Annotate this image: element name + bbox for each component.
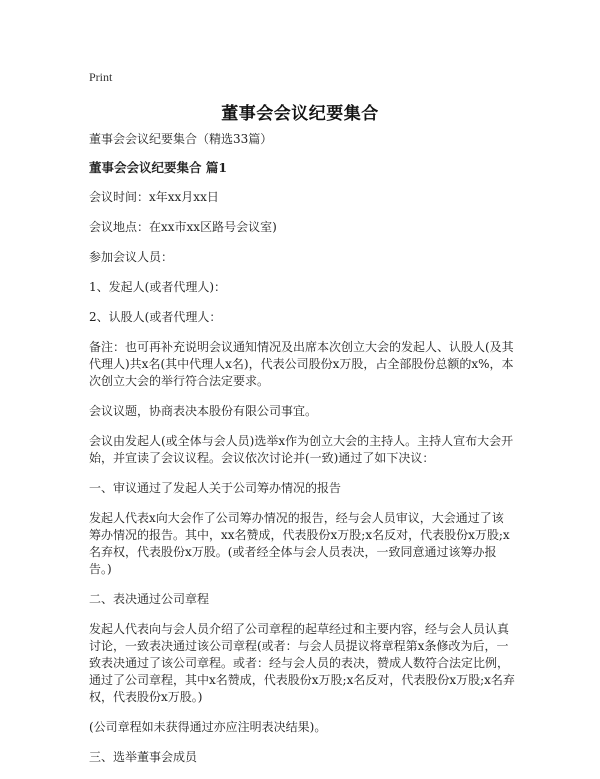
paragraph-remarks: 备注：也可再补充说明会议通知情况及出席本次创立大会的发起人、认股人(及其代理人)共x名(其中代理人x名)，代表公司股份x万股，占全部股份总额的x%，本次创立大会的举行符合法定要求。: [89, 340, 514, 388]
resolution-heading-2: 二、表决通过公司章程: [89, 592, 210, 606]
paragraph-articles-note: (公司章程如未获得通过亦应注明表决结果)。: [89, 720, 327, 734]
section-title: 董事会会议纪要集合 篇1: [89, 160, 228, 175]
paragraph-promoters: 1、发起人(或者代理人)：: [89, 280, 226, 294]
document-body: [89, 131, 515, 779]
paragraph-report: 发起人代表x向大会作了公司筹办情况的报告，经与会人员审议，大会通过了该筹办情况的报告。其中，xx名赞成，代表股份x万股;x名反对，代表股份x万股;x名弃权，代表股份x万股。(或者经全体与会人员表决，一致同意通过该筹办报告。): [89, 511, 510, 576]
paragraph-subscribers: 2、认股人(或者代理人：: [89, 310, 222, 324]
document-intro: 董事会会议纪要集合（精选33篇）: [89, 132, 273, 146]
paragraph-meeting-time: 会议时间：x年xx月xx日: [89, 190, 219, 204]
paragraph-meeting-location: 会议地点：在xx市xx区路号会议室): [89, 220, 277, 234]
paragraph-attendees: 参加会议人员：: [89, 250, 174, 264]
paragraph-agenda: 会议议题，协商表决本股份有限公司事宜。: [89, 404, 318, 418]
paragraph-articles: 发起人代表向与会人员介绍了公司章程的起草经过和主要内容，经与会人员认真讨论，一致表决通过该公司章程(或者：与会人员提议将章程第x条修改为后，一致表决通过了该公司章程。或者：经与会人员的表决，赞成人数符合法定比例，通过了公司章程，其中x名赞成，代表股份x万股;x名反对，代表股份x万股;x名弃权，代表股份x万股。): [89, 622, 515, 704]
resolution-heading-3: 三、选举董事会成员: [89, 750, 198, 764]
page-title: 董事会会议纪要集合: [221, 104, 379, 124]
resolution-heading-1: 一、审议通过了发起人关于公司筹办情况的报告: [89, 481, 342, 495]
print-label: Print: [89, 70, 113, 84]
paragraph-chair: 会议由发起人(或全体与会人员)选举x作为创立大会的主持人。主持人宣布大会开始，并宣读了会议议程。会议依次讨论并(一致)通过了如下决议：: [89, 434, 514, 465]
